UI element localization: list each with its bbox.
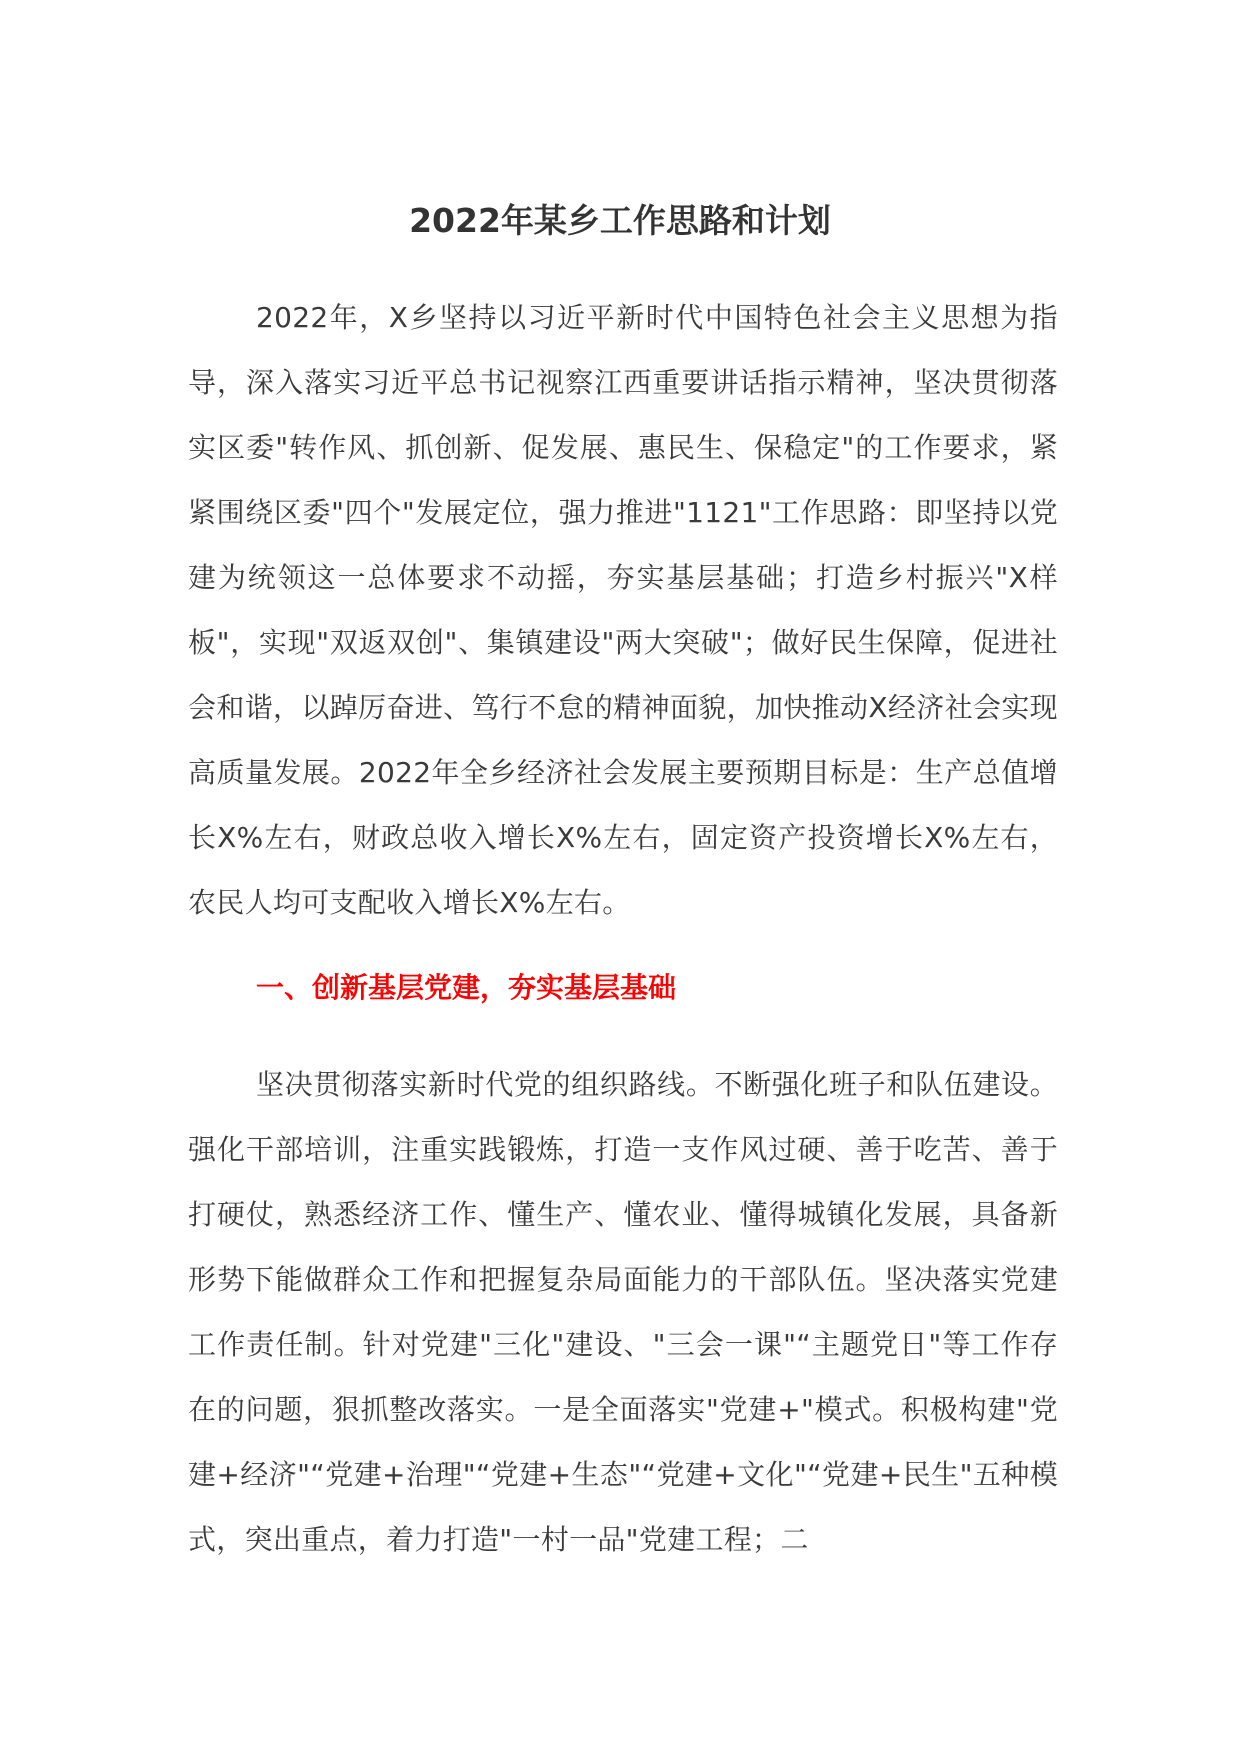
intro-paragraph: 2022年，X乡坚持以习近平新时代中国特色社会主义思想为指导，深入落实习近平总书记视察江西重要讲话指示精神，坚决贯彻落实区委"转作风、抓创新、促发展、惠民生、保稳定"的工作要求，紧紧围绕区委"四个"发展定位，强力推进"1121"工作思路：即坚持以党建为统领这一总体要求不动摇，夯实基层基础；打造乡村振兴"X样板"，实现"双返双创"、集镇建设"两大突破"；做好民生保障，促进社会和谐，以踔厉奋进、笃行不怠的精神面貌，加快推动X经济社会实现高质量发展。2022年全乡经济社会发展主要预期目标是：生产总值增长X%左右，财政总收入增长X%左右，固定资产投资增长X%左右，农民人均可支配收入增长X%左右。 — [188, 301, 1058, 919]
section-heading-1: 一、创新基层党建，夯实基层基础 — [256, 971, 677, 1004]
document-title: 2022年某乡工作思路和计划 — [409, 201, 831, 240]
section-1-paragraph: 坚决贯彻落实新时代党的组织路线。不断强化班子和队伍建设。强化干部培训，注重实践锻炼，打造一支作风过硬、善于吃苦、善于打硬仗，熟悉经济工作、懂生产、懂农业、懂得城镇化发展，具备新形势下能做群众工作和把握复杂局面能力的干部队伍。坚决落实党建工作责任制。针对党建"三化"建设、"三会一课"“主题党日"等工作存在的问题，狠抓整改落实。一是全面落实"党建+"模式。积极构建"党建+经济"“党建+治理"“党建+生态"“党建+文化"“党建+民生"五种模式，突出重点，着力打造"一村一品"党建工程；二 — [188, 1068, 1058, 1556]
